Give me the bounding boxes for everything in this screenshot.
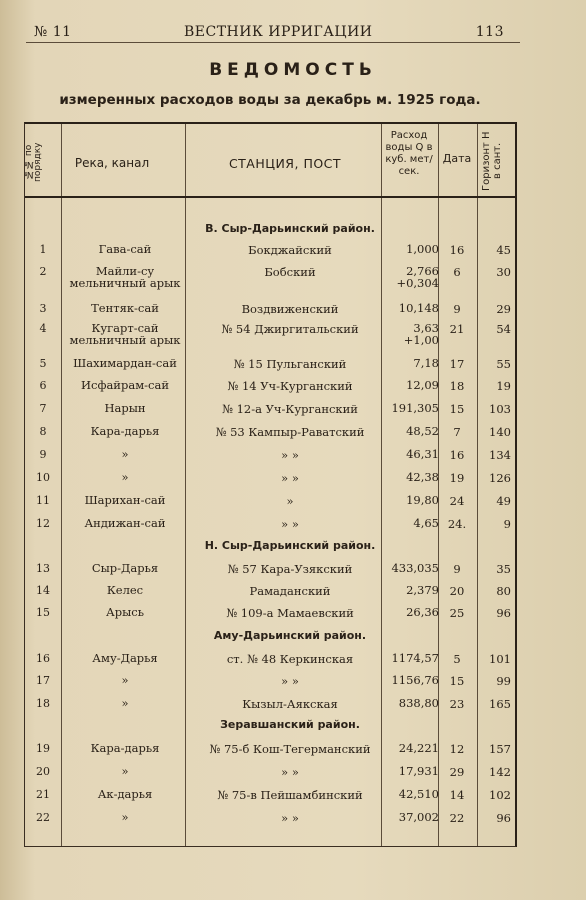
row-number: 11 [36,494,50,507]
date-value: 25 [449,606,465,620]
level-value: 157 [489,742,511,756]
level-value: 142 [489,765,511,779]
station-name: » » [281,765,299,779]
flow-value: 3,63 +1,00 [403,321,439,347]
flow-value: 37,002 [398,810,439,824]
row-number: 6 [39,379,47,392]
date-value: 5 [453,652,461,666]
date-value: 7 [453,425,461,439]
flow-value: 19,80 [406,493,439,507]
date-value: 21 [449,322,465,336]
flow-value: 1174,57 [391,651,439,665]
level-value: 96 [496,811,511,825]
section-heading: В. Сыр-Дарьинский район. [205,222,375,235]
row-number: 18 [36,697,50,710]
row-number: 17 [36,674,50,687]
row-number: 12 [36,517,50,530]
flow-value: 26,36 [406,605,439,619]
date-value: 23 [449,697,465,711]
header-flow: Расход воды Q в куб. мет/сек. [385,130,433,177]
river-name: » [121,696,129,710]
row-number: 4 [39,322,47,335]
row-number: 19 [36,742,50,755]
flow-value: 2,379 [406,583,439,597]
date-value: 15 [449,402,465,416]
station-name: » » [281,448,299,462]
date-value: 18 [449,379,465,393]
river-name: Нарын [104,401,146,415]
level-value: 80 [496,584,511,598]
station-name: » » [281,674,299,688]
page-number: 113 [475,24,504,40]
station-name: № 75-в Пейшамбинский [217,788,363,802]
river-name: Тентяк-сай [91,301,159,315]
station-name: № 53 Кампыр-Раватский [215,425,365,439]
river-name: » [121,764,129,778]
date-value: 24 [449,494,465,508]
station-name: » » [281,811,299,825]
level-value: 55 [496,357,511,371]
date-value: 14 [449,788,465,802]
flow-value: 17,931 [398,764,439,778]
river-name: Кара-дарья [90,424,160,438]
river-name: Арысь [106,605,144,619]
level-value: 35 [496,562,511,576]
row-number: 16 [36,652,50,665]
date-value: 9 [453,562,461,576]
row-number: 8 [39,425,47,438]
date-value: 6 [453,265,461,279]
date-value: 16 [449,448,465,462]
level-value: 19 [496,379,511,393]
running-head [34,22,514,44]
level-value: 126 [489,471,511,485]
river-name: Исфайрам-сай [80,378,169,392]
level-value: 49 [496,494,511,508]
row-number: 10 [36,471,50,484]
date-value: 9 [453,302,461,316]
level-value: 140 [489,425,511,439]
river-name: Аму-Дарья [92,651,158,665]
river-name: Шахимардан-сай [73,356,177,370]
station-name: № 54 Джиргитальский [221,322,359,336]
river-name: Сыр-Дарья [91,561,159,575]
flow-value: 1,000 [406,242,439,256]
station-name: № 15 Пульганский [233,357,347,371]
river-name: Шарихан-сай [84,493,166,507]
station-name: № 14 Уч-Курганский [227,379,353,393]
station-name: № 12-а Уч-Курганский [222,402,358,416]
station-name: Воздвиженский [241,302,339,316]
flow-value: 10,148 [398,301,439,315]
station-name: » » [281,471,299,485]
level-value: 134 [489,448,511,462]
journal-title: ВЕСТНИК ИРРИГАЦИИ [184,24,373,40]
flow-value: 42,510 [398,787,439,801]
station-name: Кызыл-Аякская [242,697,338,711]
date-value: 16 [449,243,465,257]
row-number: 13 [36,562,50,575]
flow-value: 433,035 [391,561,439,575]
station-name: № 75-б Кош-Тегерманский [209,742,371,756]
flow-value: 1156,76 [391,673,439,687]
river-name: » [121,810,129,824]
row-number: 3 [39,302,47,315]
station-name: № 57 Кара-Узякский [227,562,353,576]
level-value: 165 [489,697,511,711]
station-name: № 109-а Мамаевский [226,606,354,620]
section-heading: Аму-Дарьинский район. [213,629,367,642]
level-value: 102 [489,788,511,802]
river-name: » [121,673,129,687]
river-name: Гава-сай [98,242,152,256]
level-value: 54 [496,322,511,336]
flow-value: 4,65 [413,516,439,530]
date-value: 17 [449,357,465,371]
date-value: 24. [447,517,467,531]
flow-value: 46,31 [406,447,439,461]
row-number: 1 [39,243,47,256]
row-number: 15 [36,606,50,619]
header-station: СТАНЦИЯ, ПОСТ [228,156,342,171]
river-name: Андижан-сай [84,516,166,530]
header-number: №№ по порядку [24,142,43,182]
flow-value: 42,38 [406,470,439,484]
level-value: 103 [489,402,511,416]
row-number: 20 [36,765,50,778]
date-value: 29 [449,765,465,779]
river-name: Кара-дарья [90,741,160,755]
header-river: Река, канал [74,156,150,170]
level-value: 30 [496,265,511,279]
date-value: 22 [449,811,465,825]
station-name: » » [281,517,299,531]
flow-value: 191,305 [391,401,439,415]
issue-number: № 11 [34,24,72,40]
row-number: 14 [36,584,50,597]
row-number: 2 [39,265,47,278]
header-level: Горизонт H в сант. [481,131,503,191]
row-number: 9 [39,448,47,461]
date-value: 15 [449,674,465,688]
row-number: 7 [39,402,47,415]
level-value: 29 [496,302,511,316]
river-name: » [121,470,129,484]
column-divider [61,124,62,846]
header-rule [26,42,520,43]
flow-value: 838,80 [398,696,439,710]
date-value: 12 [449,742,465,756]
level-value: 96 [496,606,511,620]
station-name: ст. № 48 Керкинская [226,652,354,666]
header-date: Дата [442,152,472,165]
river-name: Ак-дарья [97,787,153,801]
river-name: » [121,447,129,461]
document-title: ВЕДОМОСТЬ [209,60,377,80]
level-value: 9 [503,517,511,531]
flow-value: 48,52 [406,424,439,438]
station-name: Бокджайский [248,243,332,257]
river-name: Келес [106,583,144,597]
date-value: 19 [449,471,465,485]
river-name: Майли-су мельничный арык [69,264,181,290]
row-number: 5 [39,357,47,370]
column-divider [438,124,439,846]
column-divider [477,124,478,846]
level-value: 45 [496,243,511,257]
level-value: 101 [489,652,511,666]
header-divider [25,196,515,198]
document-subtitle: измеренных расходов воды за декабрь м. 1925 года. [59,92,481,108]
level-value: 99 [496,674,511,688]
flow-value: 12,09 [406,378,439,392]
flow-value: 2,766 +0,304 [396,264,439,290]
flow-value: 24,221 [398,741,439,755]
station-name: Рамаданский [249,584,331,598]
section-heading: Зеравшанский район. [220,718,360,731]
station-name: Бобский [264,265,316,279]
discharge-table [24,122,517,847]
flow-value: 7,18 [413,356,439,370]
row-number: 21 [36,788,50,801]
date-value: 20 [449,584,465,598]
station-name: » [286,494,294,508]
river-name: Кугарт-сай мельничный арык [69,321,181,347]
row-number: 22 [36,811,50,824]
section-heading: Н. Сыр-Дарьинский район. [204,539,376,552]
